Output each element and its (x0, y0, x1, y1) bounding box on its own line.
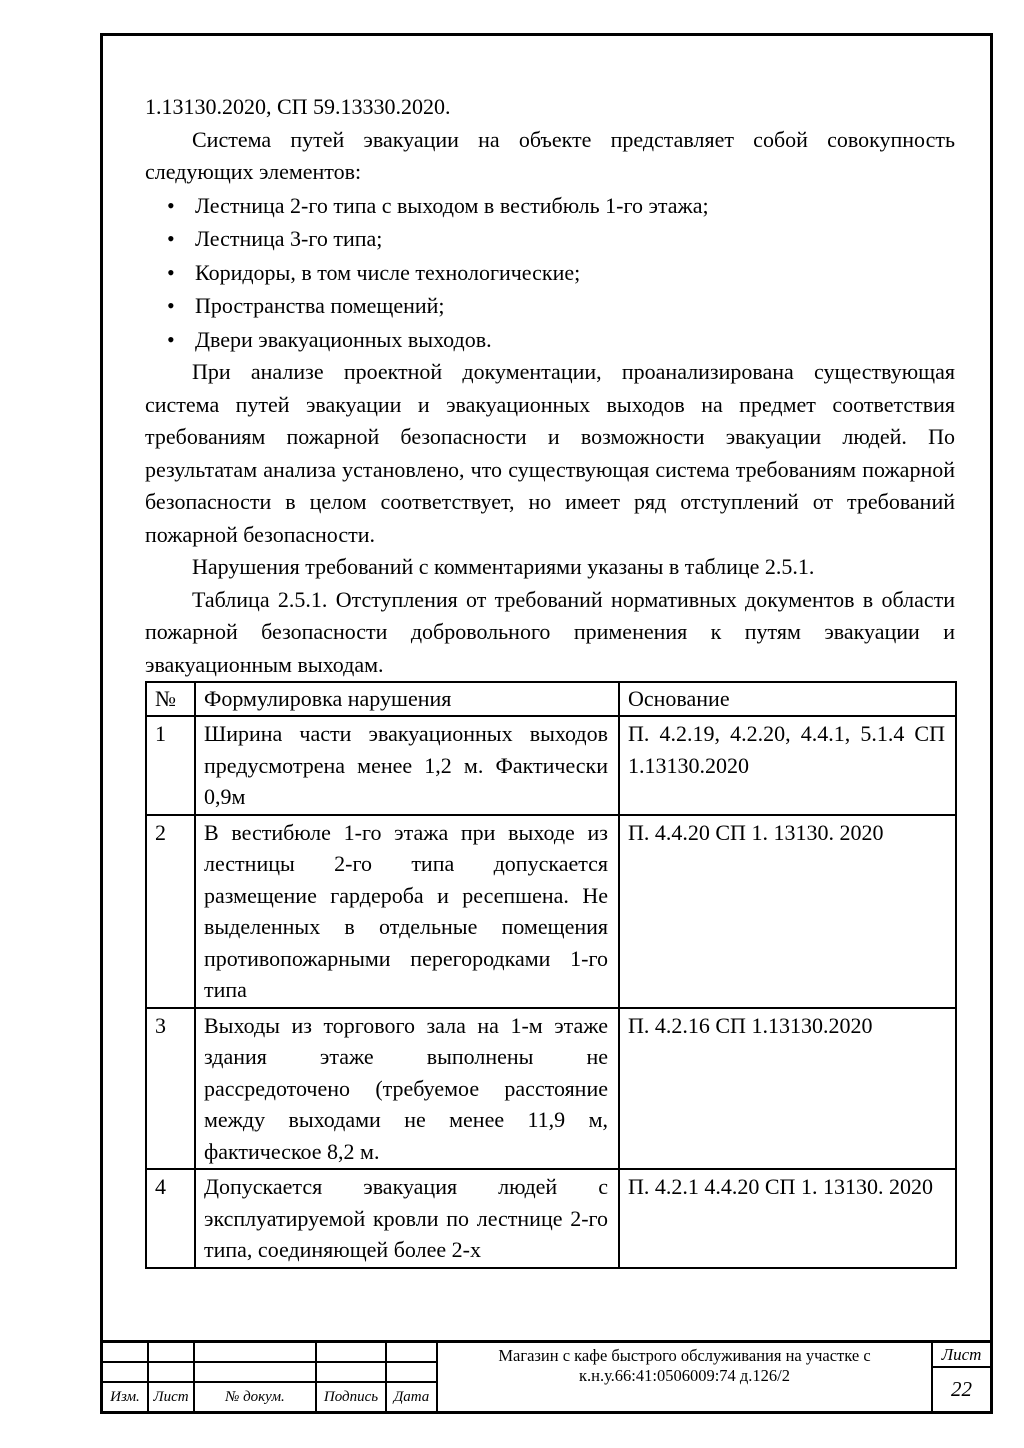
row-number: 1 (146, 716, 195, 815)
stamp-column-list (149, 1343, 195, 1411)
project-title: Магазин с кафе быстрого обслуживания на участке с к.н.у.66:41:0506009:74 д.126/2 (438, 1343, 933, 1411)
stamp-column-podpis (317, 1343, 387, 1411)
stamp-empty-cell (387, 1343, 436, 1363)
column-header-number: № (146, 682, 195, 716)
stamp-empty-cell (317, 1363, 385, 1383)
page-frame (100, 33, 993, 1414)
stamp-column-dokum (195, 1343, 317, 1411)
list-item (145, 289, 955, 323)
stamp-empty-cell (195, 1343, 315, 1363)
intro-line: 1.13130.2020, СП 59.13330.2020. (145, 94, 451, 119)
violation-text: Ширина части эвакуационных выходов предусмотрена менее 1,2 м. Фактически 0,9м (195, 716, 619, 815)
row-number: 2 (146, 815, 195, 1008)
stamp-empty-cell (149, 1343, 193, 1363)
sheet-block (933, 1343, 990, 1411)
stamp-empty-cell (317, 1343, 385, 1363)
list-item (145, 323, 955, 357)
violation-text: Выходы из торгового зала на 1-м этаже здания этаже выполнены не рассредоточено (требуемое расстояние между выходами не менее 11,9 м, фактическое 8,2 м. (195, 1008, 619, 1170)
row-number: 3 (146, 1008, 195, 1170)
evacuation-elements-list (145, 189, 955, 357)
stamp-empty-cell (149, 1363, 193, 1383)
violations-table (145, 681, 957, 1269)
table-row (146, 1008, 956, 1170)
stamp-label-izm: Изм. (110, 1388, 140, 1405)
row-number: 4 (146, 1169, 195, 1268)
basis-text: П. 4.4.20 СП 1. 13130. 2020 (619, 815, 956, 1008)
stamp-label-podpis: Подпись (323, 1388, 379, 1405)
title-block (100, 1340, 993, 1414)
stamp-label-data: Дата (393, 1388, 430, 1405)
sheet-label: Лист (933, 1343, 990, 1368)
basis-text: П. 4.2.1 4.4.20 СП 1. 13130. 2020 (619, 1169, 956, 1268)
violation-text: В вестибюле 1-го этажа при выходе из лестницы 2-го типа допускается размещение гардероба и ресепшена. Не выделенных в отдельные помещения противопожарными перегородками 1-го типа (195, 815, 619, 1008)
table-row (146, 1169, 956, 1268)
sheet-number: 22 (951, 1377, 972, 1401)
list-item (145, 256, 955, 290)
stamp-label-list: Лист (153, 1388, 189, 1405)
stamp-empty-cell (195, 1363, 315, 1383)
column-header-basis: Основание (619, 682, 956, 716)
bullet-icon: • (167, 226, 175, 251)
list-item-text: Лестница 2-го типа с выходом в вестибюль 1-го этажа; (195, 192, 709, 218)
stamp-empty-cell (387, 1363, 436, 1383)
bullet-icon: • (167, 192, 175, 218)
list-item-text: Коридоры, в том числе технологические; (195, 259, 581, 285)
bullet-icon: • (167, 259, 175, 285)
stamp-column-izm (103, 1343, 149, 1411)
stamp-label-dokum: № докум. (225, 1388, 285, 1405)
list-item-text: Двери эвакуационных выходов. (195, 326, 492, 352)
paragraph-system: Система путей эвакуации на объекте представляет собой совокупность следующих элементов: (145, 126, 955, 184)
table-row (146, 815, 956, 1008)
table-caption: Таблица 2.5.1. Отступления от требований нормативных документов в области пожарной безопасности добровольного применения к путям эвакуации и эвакуационным выходам. (145, 586, 955, 677)
list-item (145, 222, 955, 256)
list-item (145, 189, 955, 223)
bullet-icon: • (167, 293, 175, 318)
table-row (146, 716, 956, 815)
list-item-text: Пространства помещений; (195, 293, 445, 318)
paragraph-analysis: При анализе проектной документации, проанализирована существующая система путей эвакуации и эвакуационных выходов на предмет соответствия требованиям пожарной безопасности и возможности эвакуации людей. По результатам анализа установлено, что существующая система требованиям пожарной безопасности в целом соответствует, но имеет ряд отступлений от требований пожарной безопасности. (145, 359, 955, 547)
bullet-icon: • (167, 326, 175, 352)
paragraph-violations-note: Нарушения требований с комментариями указаны в таблице 2.5.1. (192, 554, 815, 579)
document-body (145, 91, 955, 1269)
basis-text: П. 4.2.16 СП 1.13130.2020 (619, 1008, 956, 1170)
stamp-empty-cell (103, 1343, 147, 1363)
list-item-text: Лестница 3-го типа; (195, 226, 383, 251)
table-header-row (146, 682, 956, 716)
stamp-column-data (387, 1343, 438, 1411)
basis-text: П. 4.2.19, 4.2.20, 4.4.1, 5.1.4 СП 1.13130.2020 (619, 716, 956, 815)
column-header-violation: Формулировка нарушения (195, 682, 619, 716)
violation-text: Допускается эвакуация людей с эксплуатируемой кровли по лестнице 2-го типа, соединяющей более 2-х (195, 1169, 619, 1268)
stamp-empty-cell (103, 1363, 147, 1383)
